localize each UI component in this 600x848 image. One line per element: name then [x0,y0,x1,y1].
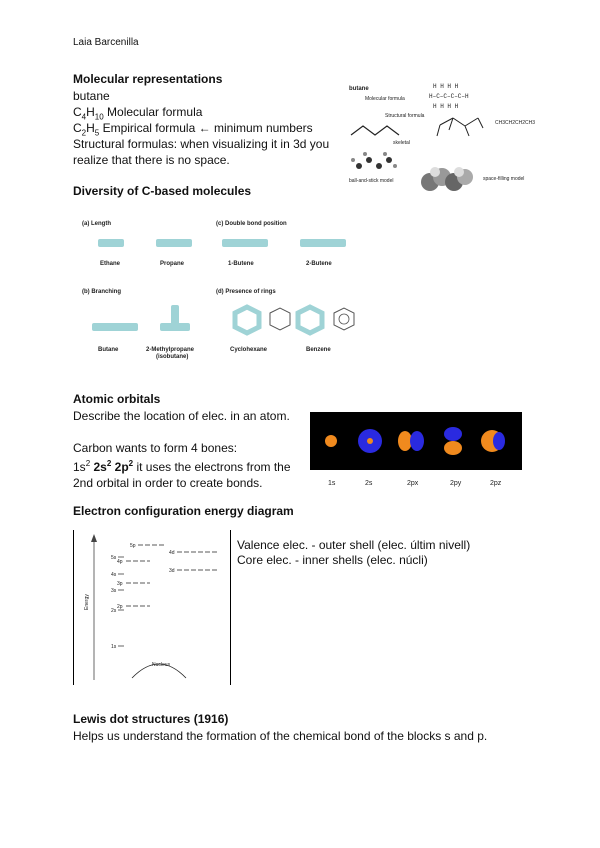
svg-text:H H H H: H H H H [433,103,459,110]
svg-text:H–C–C–C–C–H: H–C–C–C–C–H [429,93,469,100]
orbitals-title: Atomic orbitals [73,392,161,406]
orbital-label-2px: 2px [407,480,419,487]
electron-configuration-text: $1s^2$ $2s^2$ $2p^2$ it uses the electrons from the 2nd orbital in order to create bonds. [73,459,291,490]
lewis-title: Lewis dot structures (1916) [73,712,229,726]
energy-title: Electron configuration energy diagram [73,504,294,518]
fig-space-label: space-filling model [483,176,525,182]
butene2-label: 2-Butene [306,261,332,267]
fig-skeletal-label: skeletal [393,140,410,146]
carbon-bonds-text: Carbon wants to form 4 bones: [73,441,238,455]
diversity-figure [80,215,360,370]
svg-text:3p: 3p [117,581,123,587]
svg-text:3s: 3s [111,588,117,594]
length-label: (a) Length [82,221,111,227]
molecular-title: Molecular representations [73,72,223,86]
orbitals-description: Describe the location of elec. in an atom. [73,409,290,423]
cyclohexane-skeletal [270,308,290,330]
svg-text:H H H H: H H H H [433,83,459,90]
structural-formula-text: Structural formulas: when visualizing it in 3d you realize that there is no space. [73,137,330,167]
cyclohexane-label: Cyclohexane [230,347,268,353]
skeletal-line [351,126,399,135]
fig-condensed-label: CH3CH2CH2CH3 [495,120,535,126]
fig-molecular-formula: Molecular formula [365,96,405,102]
orbital-shapes [310,412,522,470]
isobutane-label: (isobutane) [156,354,189,360]
butene1-label: 1-Butene [228,261,254,267]
molecular-formula-line: $C_4H_{10}$ Molecular formula [73,105,203,122]
orbital-label-2s: 2s [365,480,373,487]
svg-text:2p: 2p [117,604,123,610]
author-name: Laia Barcenilla [73,37,139,48]
structural-formula-grid [429,83,469,110]
energy-axis-label: Energy [84,594,90,610]
space-filling-model [421,167,473,191]
valence-text: Valence elec. - outer shell (elec. últim nivell) [237,538,471,552]
energy-diagram-box [73,530,231,685]
orbital-label-2pz: 2pz [490,480,502,487]
svg-text:2s: 2s [111,608,117,614]
benzene-label: Benzene [306,347,331,353]
empirical-formula-line: $C_2H_5$ Empirical formula ← minimum numbers [73,121,313,138]
ethane-label: Ethane [100,261,121,267]
diversity-title: Diversity of C-based molecules [73,184,252,198]
svg-text:5p: 5p [130,543,136,549]
propane-label: Propane [160,261,185,267]
orbital-label-2py: 2py [450,480,462,487]
orbital-label-1s: 1s [328,480,336,487]
svg-text:1s: 1s [111,644,117,650]
svg-text:3d: 3d [169,568,175,574]
svg-text:5s: 5s [111,555,117,561]
ball-and-stick-model [351,152,397,169]
methylpropane-label: 2-Methylpropane [146,347,195,353]
molecular-representation-figure [345,80,535,195]
cyclohexane-ring [235,307,259,333]
lewis-description: Helps us understand the formation of the chemical bond of the blocks s and p. [73,729,488,743]
benzene-skeletal [334,308,354,330]
zigzag-3d-structure [437,118,483,136]
core-text: Core elec. - inner shells (elec. núcli) [237,553,428,567]
rings-label: (d) Presence of rings [216,289,276,295]
orbital-labels [310,476,522,488]
butane-label: Butane [98,347,119,353]
fig-structural-formula: Structural formula [385,113,425,119]
svg-text:4p: 4p [117,559,123,565]
nucleus-label: Nucleus [152,662,171,668]
molecular-line-butane: butane [73,89,110,103]
benzene-ring [298,307,322,333]
fig-ball-label: ball-and-stick model [349,178,394,184]
fig-butane-label: butane [349,86,369,92]
svg-text:4s: 4s [111,572,117,578]
energy-diagram [74,530,230,685]
svg-text:4d: 4d [169,550,175,556]
orbital-image-panel [310,412,522,470]
double-bond-label: (c) Double bond position [216,221,287,227]
branching-label: (b) Branching [82,289,121,295]
